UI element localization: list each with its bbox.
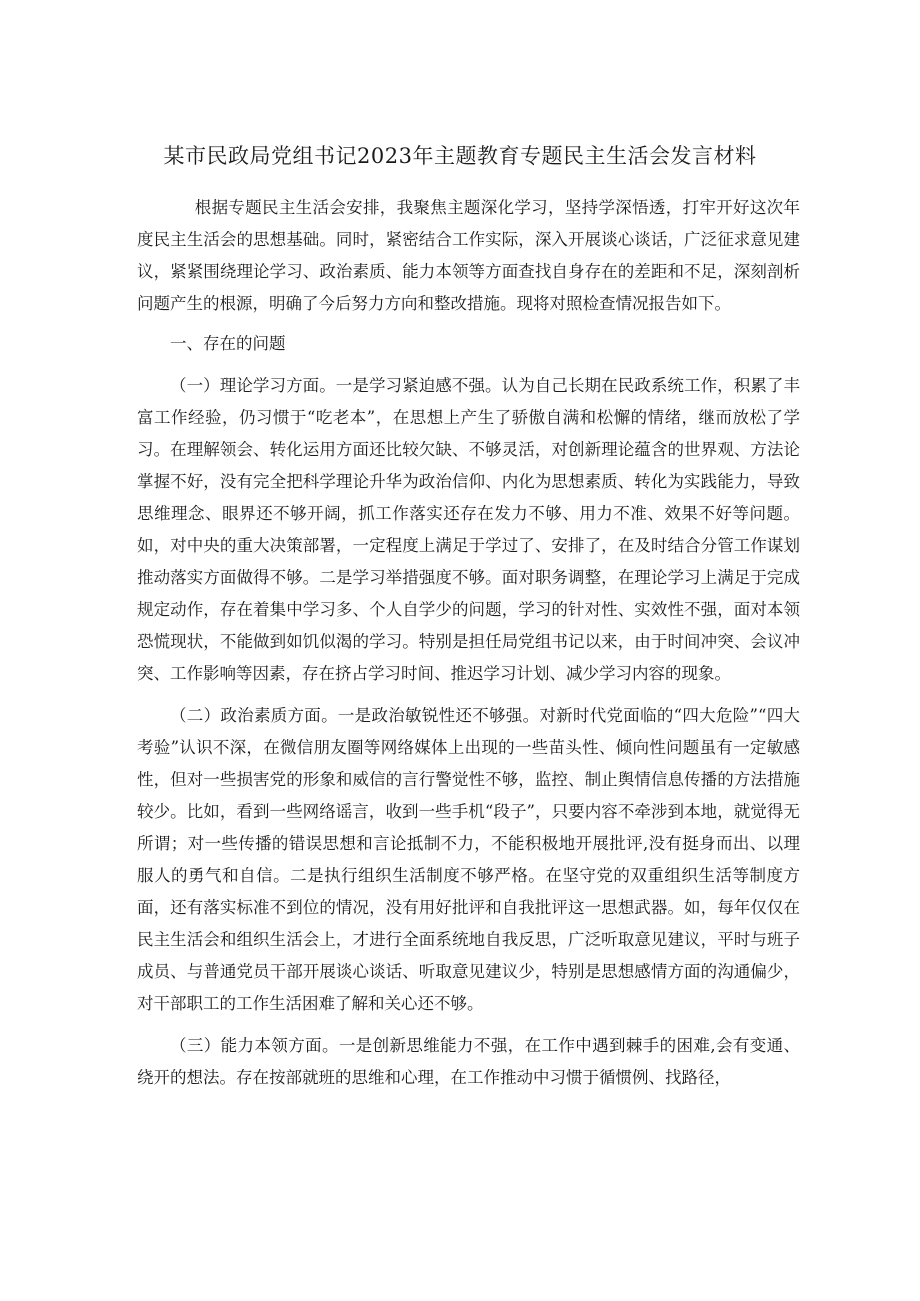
document-title: 某市民政局党组书记2023年主题教育专题民主生活会发言材料 bbox=[163, 144, 757, 168]
document-body bbox=[137, 192, 800, 1094]
intro-paragraph: 根据专题民主生活会安排，我聚焦主题深化学习，坚持学深悟透，打牢开好这次年度民主生活会的思想基础。同时，紧密结合工作实际，深入开展谈心谈话，广泛征求意见建议，紧紧围绕理论学习、政治素质、能力本领等方面查找自身存在的差距和不足，深刻剖析问题产生的根源，明确了今后努力方向和整改措施。现将对照检查情况报告如下。 bbox=[137, 198, 800, 313]
paragraph-ability: （三）能力本领方面。一是创新思维能力不强，在工作中遇到棘手的困难,会有变通、绕开的想法。存在按部就班的思维和心理，在工作推动中习惯于循惯例、找路径， bbox=[137, 1036, 800, 1087]
section-heading-problems: 一、存在的问题 bbox=[170, 334, 286, 353]
paragraph-theory-study: （一）理论学习方面。一是学习紧迫感不强。认为自己长期在民政系统工作，积累了丰富工作经验，仍习惯于“吃老本”，在思想上产生了骄傲自满和松懈的情绪，继而放松了学习。在理解领会、转化运用方面还比较欠缺、不够灵活，对创新理论蕴含的世界观、方法论掌握不好，没有完全把科学理论升华为政治信仰、内化为思想素质、转化为实践能力，导致思维理念、眼界还不够开阔，抓工作落实还存在发力不够、用力不准、效果不好等问题。如，对中央的重大决策部署，一定程度上满足于学过了、安排了，在及时结合分管工作谋划推动落实方面做得不够。二是学习举措强度不够。面对职务调整，在理论学习上满足于完成规定动作，存在着集中学习多、个人自学少的问题，学习的针对性、实效性不强，面对本领恐慌现状，不能做到如饥似渴的学习。特别是担任局党组书记以来，由于时间冲突、会议冲突、工作影响等因素，存在挤占学习时间、推迟学习计划、减少学习内容的现象。 bbox=[137, 376, 800, 683]
paragraph-political-quality: （二）政治素质方面。一是政治敏锐性还不够强。对新时代党面临的“四大危险”“四大考验”认识不深，在微信朋友圈等网络媒体上出现的一些苗头性、倾向性问题虽有一定敏感性，但对一些损害党的形象和威信的言行警觉性不够，监控、制止舆情信息传播的方法措施较少。比如，看到一些网络谣言，收到一些手机“段子”，只要内容不牵涉到本地，就觉得无所谓；对一些传播的错误思想和言论抵制不力，不能积极地开展批评,没有挺身而出、以理服人的勇气和自信。二是执行组织生活制度不够严格。在坚守党的双重组织生活等制度方面，还有落实标准不到位的情况，没有用好批评和自我批评这一思想武器。如，每年仅仅在民主生活会和组织生活会上，才进行全面系统地自我反思，广泛听取意见建议，平时与班子成员、与普通党员干部开展谈心谈话、听取意见建议少，特别是思想感情方面的沟通偏少，对干部职工的工作生活困难了解和关心还不够。 bbox=[137, 706, 800, 1013]
